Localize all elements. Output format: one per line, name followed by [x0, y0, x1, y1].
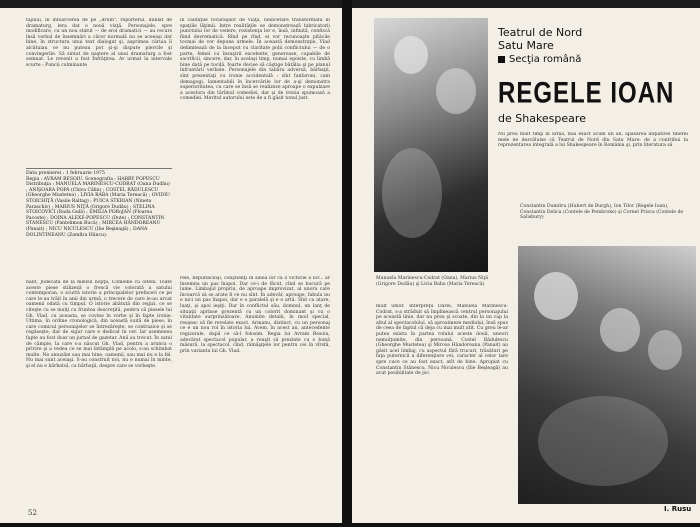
intro-text: Nu prea mult timp în urmă, mai exact acum un an, apăsarea iniţiativei tinerei mele ne dezvăluise că Teatrul de Nord din Satu Mare: de a contribui la reprezentarea integrală a lui Shakespeare în România şi, prin literatura să: [498, 132, 688, 149]
theatre-line-2: Satu Mare: [498, 39, 554, 52]
actors-photo-right: [518, 246, 696, 504]
section-heading: [498, 54, 581, 65]
left-col1-bottom-text: nant, Judecata de la mlezul nopţii, Comedie cu olteni. Toate aceste piese stilizeză o frescă vie colorată a satului contemporan, o scurtă istorie a principalelor prefaceri ce pe care le-au trăit în anii din urmă, o trecere de care le-au urcat oamenii odată cu timpul. O istorie abătută din regizi, ce se citeşte cu se mulţi cu fruntea descreţită, pentru că piesele lui Gh. Vlad, cu aceasta, se cuvine în vorbe şi în fapte ironie. Ultima, în ordine cronologică, din această suită de piese, în care comicul personajelor se întrezăreşte, se contrazice şi se regăseşte, dar de sigur care e dedicat în cer. Iar asemenea fapte au fost doar un jurnal de gazetar. Anii au trecut. În satul de câmpie, la care s-a născut Gh. Vlad, pentru a arunca o privire şi a vedea ce se mai întâmplă pe acolo, s-au schimbat multe. Ne amuzăm sau mai bine, oamenii, sau mai nu e la fel. Nu mai sunt aceiaşi. S-au construit noi, nu e numai în minte, şi el nu e bărbatul, ca bărbaţii, despre care se vorbeşte.: [26, 280, 172, 369]
actor-head-shape: [394, 36, 428, 74]
premiere-date: Data premierei : 1 februarie 1975: [26, 171, 105, 176]
actor-head-shape-3: [648, 330, 682, 370]
actor-body-shape: [382, 148, 442, 238]
binding-gutter: [342, 0, 352, 527]
play-title: REGELE IOAN: [498, 76, 675, 110]
play-author: de Shakespeare: [498, 112, 586, 125]
left-page: [0, 8, 342, 527]
production-credits: [26, 168, 172, 238]
crowned-actor-shape: [600, 308, 640, 352]
author-signature: I. Rusu: [664, 505, 692, 513]
left-col1-top-text: tajului, în întoarcerea de pe „drum", reporterul, dublat de dramaturg, lera dat o nouă viaţă. Personajele, spre modificare, cu un nou statut — de eroi dramatici — au recurs însă verbal de însemnări a căror normală nu se aceeaşi dar bine, în structura unui text dialogat şi, asprimea căruia îi alcătuiau ce nu puteau pot şi-şi dispute piercile şi convingerile. Să sintat de naştere al unui dramaturg a fost semnat. Le revenit a fost Înfrăţirea. Ar urmat la intervale scurte : Puncii culminante: [26, 18, 172, 68]
right-page: [352, 8, 700, 527]
actor-head-shape-2: [534, 272, 578, 320]
bottom-edge: [0, 523, 700, 527]
cast-list: Distribuţia : MANUELA MARINESCU-CODRAT (Oana Dudău) ; ANIŞOARA POPA (Chiva Călin) ; COSTEL RĂDULESCU (Gheorghe Mustetea) ; LIVIA BABA (Maria Tereacă) ; OVIDIU STOICHIŢĂ (Vasile Baltag) ; PUICA STERIAN (Nineta Paraschiv) ; MARIUS NIŢĂ (Grigore Dudău) ; STELINA STOICOVICI (Rada Gulă) ; EMILIA PORoJAN (Floarea Pacoste) ; DOINA ALEXE-POPESCU (Dute) ; CONSTANTIN STANESCU (Pantelimon Bucă) ; MIRCEA HÂNDOREANU (Panait) ; NICU NICULESCU (Ilie Beşleagă) ; DANA DOLINTINEANU (Zamfira Hâncu).: [26, 182, 170, 238]
direction-credits: Regia : AVRAM BESOIU. Scenografia : HARRY POPESCU: [26, 176, 160, 182]
caption-bottom-left: Manuela Marinescu-Codrat (Oana), Marius Niţă (Grigore Dudău) şi Livia Baba (Maria Tereacă): [376, 276, 489, 287]
left-col2-top-text: în calităţile tovarăşilor de viaţă, neîncetare transformată în spaţiile lăţimii. Intre realităţile oe demonstrează fabricatorii punctului lor de vedere, rezistenţa lor e, însă, infinită, confiscă fiind devrematică. Rînd pe rînd, ei vor recunoaşte pităcile tocmai de vor depune armele. În această demonstraţie, Vlad delimitează de la început cu claritate polii conflictului — de o parte, femei cu însuşirii excelente, generoase, capabile de sacrificii, sincere, dar, în acelaşi timp, numai egoiste, cu limbă bine dată pe tocilă, foarte decise să câştige bătălia şi pe planul înfruntării verbale. Personajele din tabăra adversă, bărbaţii, sînt prezentaţi cu ironie accidentală : sînt fanfaroni, cam demagogi, lamentabili în încercările lor de a-şi demonstra superioritatea, cu care se însă se realizeze aproape o expulzare a acestora din tărîmul comediei, dar şi de ironia spumoasă a comediei. Meritul autorului este de a fi găsit tonul just.: [180, 18, 330, 102]
left-col2-bottom-text: rele, neputincioşi, conştienţi în sinea lor că o victorie a lor... ar însemna un pas înapoi. Dar ce-i de făcut, cînd se bucură pe lume. Limbajul propriu, de aproape improvizat, al unora care încearcă să se arate fi ce nu sînt. În adevăr, aproape, fabula nu e nici un pas înapoi, dar e o paralelă şi e o artă. Sînt ca atare, luaţi, şi apoi ieşiţi. Dar în conflictul său, domnul, un lanţ de situaţii aprinse prezentă cu un colorit dominant şi cu o vitalitate surprinzătoare. Anumite detalii, în mod special, reuşesc să fie revelate exact. Armanu, distinct, cu un personaj ce e un nou rol în istoria lui. Avem, în acest an, antecedente regizorale, după ce să-l folosim. Regia lui Avram Besoiu, adevărat spectacol popular, a reuşit să prezinte cu o bună măsură, la spectacol, cînd, rămăşiţele lor pentru cei în vîrstă, prin varianta lui Gh. Vlad.: [180, 276, 330, 354]
bullet-square-icon: [498, 56, 505, 63]
actor-figure-shape: [436, 68, 476, 114]
section-label: Secţia română: [509, 54, 582, 65]
right-col1-text: mult umor. Interpreţii Oarei, Manuela Marinescu-Codrat, s-a străduit să împlinească centrul personajului pe această linie, dar nu prea şi scoate, din la un cap la altul al spectacolului, să aproximeze mediului, însă spus de ceea de faptul că deja cu mai mult atit. Cu greu le-ar putea exista în partea rolului aceste două, uneori nemulţumite, din persoană. Costel Rădulescu (Gheorghe Mustetea) şi Mircea Hândoreanu (Panait) au găsit acel limbaj, cu aspectul fără trucuri, trăsături pe faţa puternică a diferenţiere vei, caracter al celor tare spre cuce ce au fost exact, atît de bine. Apropiat cu Constantin Stănescu, Nicu Niculescu (Ilie Beşleagă) au avut posibilitate de joc.: [376, 304, 508, 377]
page-number: 52: [28, 509, 37, 517]
caption-top-right: Constantin Dumitru (Hubert de Burgh), Ion Tifor (Regele Ioan), Constantin Delica (Contele de Pembroke) şi Cornel Prisca (Contele de Salisbury): [520, 204, 684, 221]
costume-shape: [538, 396, 668, 486]
theatre-name: [498, 26, 582, 52]
actors-photo-left: [374, 18, 488, 272]
theatre-line-1: Teatrul de Nord: [498, 26, 583, 39]
